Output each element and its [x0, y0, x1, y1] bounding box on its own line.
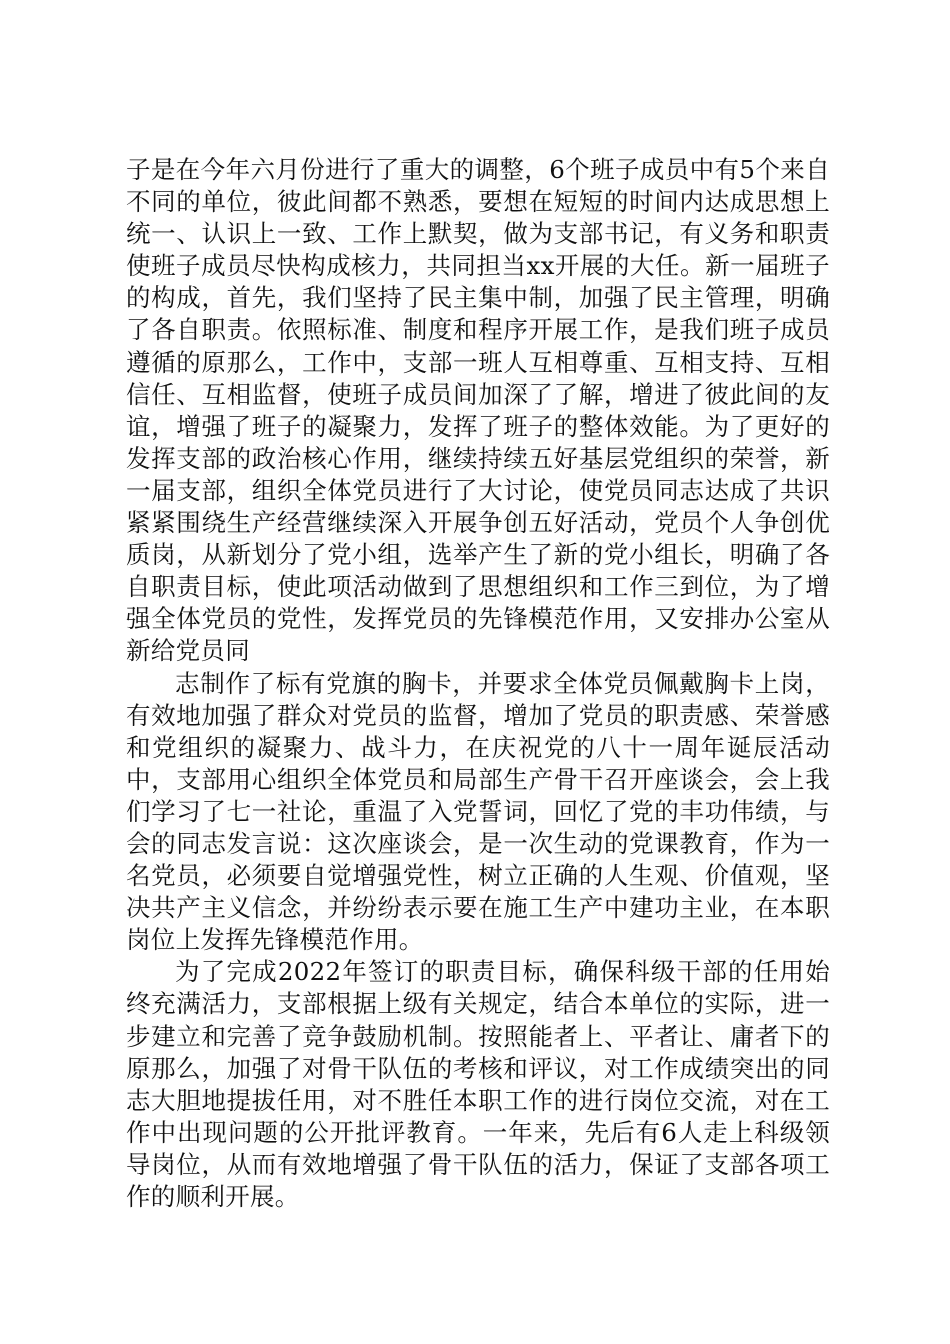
paragraph-cadre: 为了完成2022年签订的职责目标，确保科级干部的任用始终充满活力，支部根据上级有关规定，结合本单位的实际，进一步建立和完善了竞争鼓励机制。按照能者上、平者让、庸者下的原那么，加强了对骨干队伍的考核和评议，对工作成绩突出的同志大胆地提拔任用，对不胜任本职工作的进行岗位交流，对在工作中出现问题的公开批评教育。一年来，先后有6人走上科级领导岗位，从而有效地增强了骨干队伍的活力，保证了支部各项工作的顺利开展。 — [126, 957, 831, 1211]
paragraph-badge: 志制作了标有党旗的胸卡，并要求全体党员佩戴胸卡上岗，有效地加强了群众对党员的监督，增加了党员的职责感、荣誉感和党组织的凝聚力、战斗力，在庆祝党的八十一周年诞辰活动中，支部用心组织全体党员和局部生产骨干召开座谈会，会上我们学习了七一社论，重温了入党誓词，回忆了党的丰功伟绩，与会的同志发言说：这次座谈会，是一次生动的党课教育，作为一名党员，必须要自觉增强党性，树立正确的人生观、价值观，坚决共产主义信念，并纷纷表示要在施工生产中建功主业，在本职岗位上发挥先锋模范作用。 — [126, 668, 830, 955]
paragraph-continued: 子是在今年六月份进行了重大的调整，6个班子成员中有5个来自不同的单位，彼此间都不熟悉，要想在短短的时间内达成思想上统一、认识上一致、工作上默契，做为支部书记，有义务和职责使班子成员尽快构成核力，共同担当xx开展的大任。新一届班子的构成，首先，我们坚持了民主集中制，加强了民主管理，明确了各自职责。依照标准、制度和程序开展工作，是我们班子成员遵循的原那么，工作中，支部一班人互相尊重、互相支持、互相信任、互相监督，使班子成员间加深了了解，增进了彼此间的友谊，增强了班子的凝聚力，发挥了班子的整体效能。为了更好的发挥支部的政治核心作用，继续持续五好基层党组织的荣誉，新一届支部，组织全体党员进行了大讨论，使党员同志达成了共识紧紧围绕生产经营继续深入开展争创五好活动，党员个人争创优质岗，从新划分了党小组，选举产生了新的党小组长，明确了各自职责目标，使此项活动做到了思想组织和工作三到位，为了增强全体党员的党性，发挥党员的先锋模范作用，又安排办公室从新给党员同 — [126, 155, 830, 666]
document-body — [126, 154, 830, 1213]
